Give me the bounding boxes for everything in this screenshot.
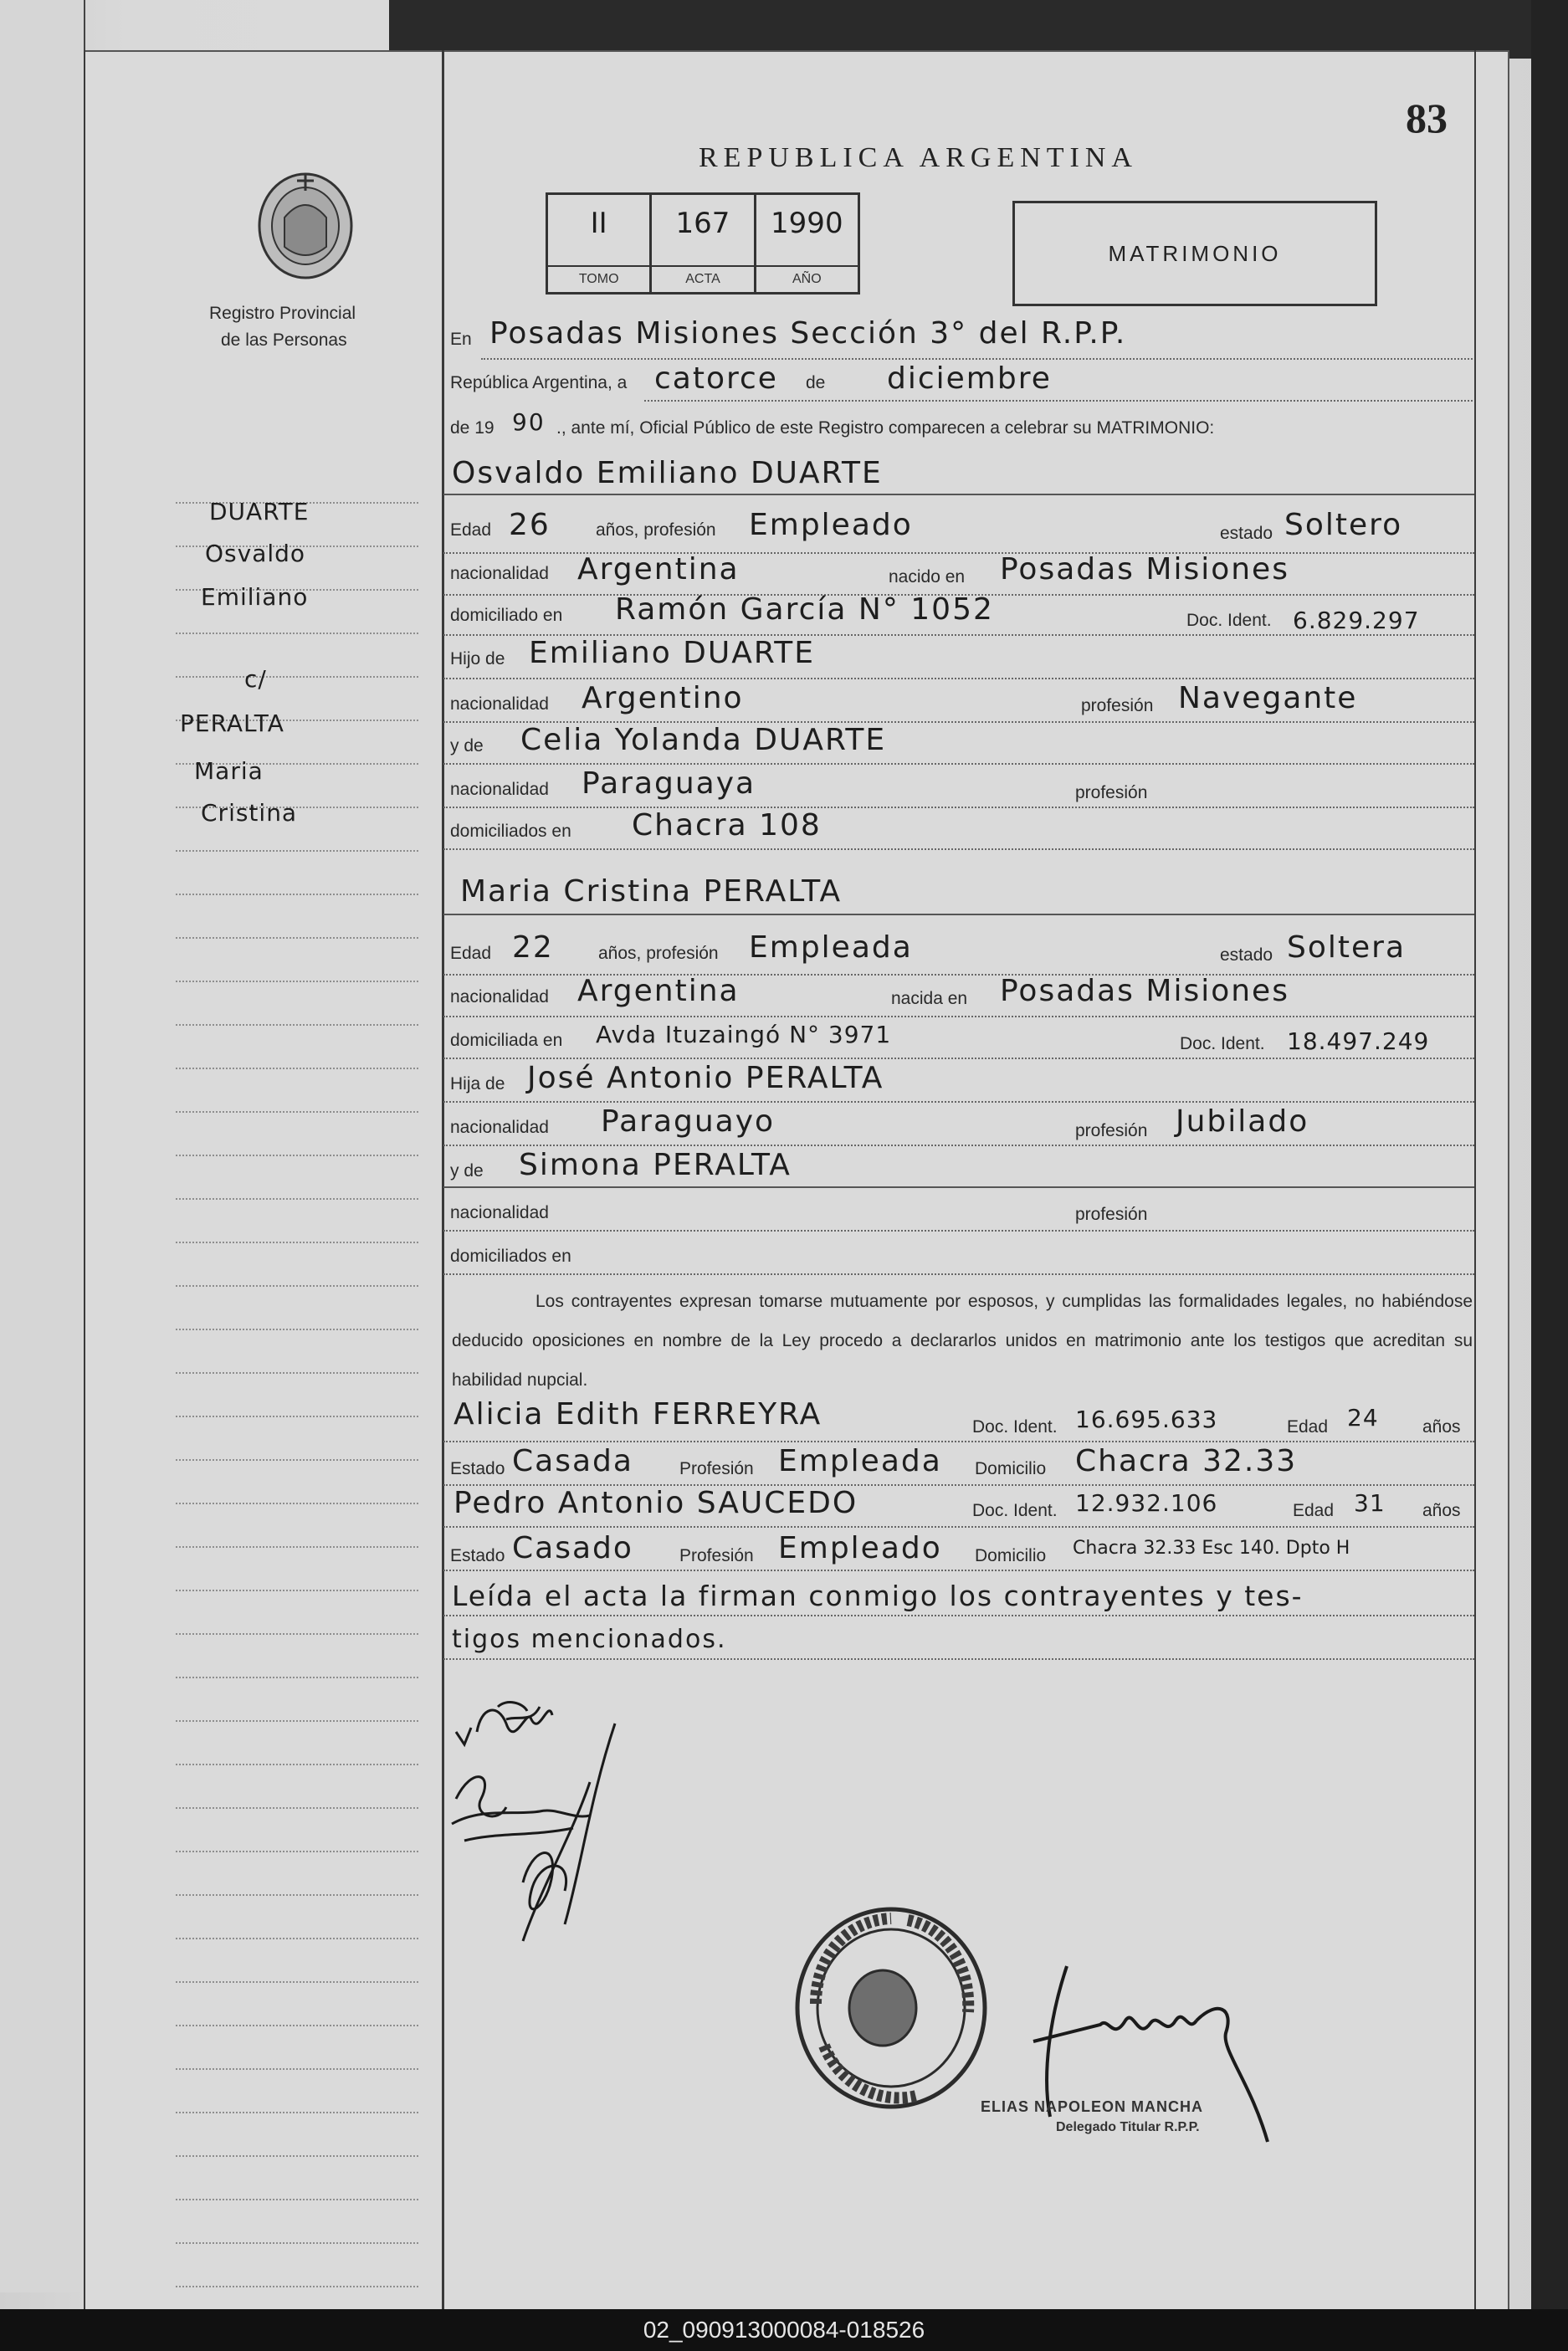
margin-rule xyxy=(176,2155,418,2157)
margin-rule xyxy=(176,1503,418,1504)
witness1-name: Alicia Edith FERREYRA xyxy=(453,1397,822,1432)
bride-mother-prof-label: profesión xyxy=(1075,1205,1148,1224)
groom-doc-value: 6.829.297 xyxy=(1293,607,1420,634)
year-value: 90 xyxy=(512,408,546,436)
groom-estado-label: estado xyxy=(1220,524,1273,543)
bride-father-nac-label: nacionalidad xyxy=(450,1118,549,1137)
witness2-domicilio-value: Chacra 32.33 Esc 140. Dpto H xyxy=(1073,1538,1350,1559)
margin-name-5: PERALTA xyxy=(180,709,284,737)
country-title: REPUBLICA ARGENTINA xyxy=(699,142,1138,173)
bride-father-label: Hija de xyxy=(450,1074,505,1094)
left-margin-rule xyxy=(84,50,85,2309)
groom-father-label: Hijo de xyxy=(450,649,505,668)
acta-label: ACTA xyxy=(652,265,753,292)
bride-profesion-value: Empleada xyxy=(749,930,913,965)
witness1-anos-label: años xyxy=(1422,1417,1461,1437)
bride-edad-label: Edad xyxy=(450,944,492,963)
tomo-label: TOMO xyxy=(548,265,649,292)
groom-father-nac-value: Argentino xyxy=(582,681,744,715)
groom-profesion-value: Empleado xyxy=(749,508,913,542)
page-number: 83 xyxy=(1406,95,1448,141)
rule xyxy=(443,848,1474,850)
rule xyxy=(443,1570,1474,1571)
witness2-doc-value: 12.932.106 xyxy=(1075,1489,1218,1517)
witness2-estado-label: Estado xyxy=(450,1546,505,1565)
acta-value: 167 xyxy=(675,207,730,240)
bride-father-prof-value: Jubilado xyxy=(1176,1104,1309,1139)
officer-title: Delegado Titular R.P.P. xyxy=(1056,2120,1200,2134)
place-value: Posadas Misiones Sección 3° del R.P.P. xyxy=(489,316,1127,351)
margin-rule xyxy=(176,1155,418,1156)
year-prefix: de 19 xyxy=(450,418,494,438)
margin-rule xyxy=(176,1764,418,1765)
groom-edad-value: 26 xyxy=(509,508,551,542)
rule xyxy=(443,914,1474,915)
registry-name-line1: Registro Provincial xyxy=(209,304,356,323)
groom-dom-value: Ramón García N° 1052 xyxy=(615,592,994,627)
witness1-edad-value: 24 xyxy=(1347,1404,1379,1432)
groom-parents-dom-label: domiciliados en xyxy=(450,822,571,841)
rule xyxy=(443,1658,1474,1660)
margin-rule xyxy=(176,1285,418,1287)
margin-rule xyxy=(176,2199,418,2200)
witness1-doc-label: Doc. Ident. xyxy=(972,1417,1058,1437)
rule xyxy=(644,400,1473,402)
bride-nac-label: nacionalidad xyxy=(450,987,549,1006)
margin-rule xyxy=(176,1372,418,1374)
rule xyxy=(443,1273,1474,1275)
margin-name-7: Cristina xyxy=(201,799,298,827)
en-label: En xyxy=(450,330,472,349)
closing-line-1: Leída el acta la firman conmigo los contrayentes y tes- xyxy=(452,1580,1304,1612)
witness2-edad-label: Edad xyxy=(1293,1501,1335,1520)
groom-anos-label: años, profesión xyxy=(596,520,716,540)
bride-anos-label: años, profesión xyxy=(598,944,719,963)
official-stamp xyxy=(791,1903,992,2113)
ano-value: 1990 xyxy=(771,207,843,240)
margin-rule xyxy=(176,1938,418,1939)
margin-rule xyxy=(176,2286,418,2287)
groom-name: Osvaldo Emiliano DUARTE xyxy=(452,456,883,490)
groom-father-nac-label: nacionalidad xyxy=(450,694,549,714)
record-reference-box xyxy=(546,192,860,295)
margin-rule xyxy=(176,1024,418,1026)
rule xyxy=(443,678,1474,679)
groom-nacido-value: Posadas Misiones xyxy=(1000,552,1289,586)
margin-rule xyxy=(176,1590,418,1591)
margin-rule xyxy=(176,2068,418,2070)
bride-mother-label: y de xyxy=(450,1161,484,1181)
margin-rule xyxy=(176,1111,418,1113)
rule xyxy=(443,1145,1474,1146)
groom-father-prof-label: profesión xyxy=(1081,696,1154,715)
bride-nacida-label: nacida en xyxy=(891,989,968,1008)
margin-rule xyxy=(176,1894,418,1896)
rule xyxy=(443,1441,1474,1442)
rule xyxy=(443,1230,1474,1232)
bride-doc-label: Doc. Ident. xyxy=(1180,1034,1265,1053)
groom-nacido-label: nacido en xyxy=(889,567,966,586)
rule xyxy=(443,1058,1474,1059)
footer-code: 02_090913000084-018526 xyxy=(643,2317,925,2343)
witness1-profesion-value: Empleada xyxy=(778,1444,942,1478)
margin-rule xyxy=(176,1242,418,1243)
margin-rule xyxy=(176,1981,418,1983)
margin-rule xyxy=(176,2025,418,2026)
witness1-edad-label: Edad xyxy=(1287,1417,1329,1437)
witness2-profesion-label: Profesión xyxy=(679,1546,754,1565)
tomo-value: II xyxy=(590,207,607,240)
bride-parents-dom-label: domiciliados en xyxy=(450,1247,571,1266)
bride-edad-value: 22 xyxy=(512,930,554,965)
registry-name-line2: de las Personas xyxy=(221,330,347,350)
witness1-doc-value: 16.695.633 xyxy=(1075,1406,1218,1433)
ano-label: AÑO xyxy=(756,265,858,292)
margin-rule xyxy=(176,1720,418,1722)
rule xyxy=(481,358,1473,360)
margin-rule xyxy=(176,1546,418,1548)
bride-nacida-value: Posadas Misiones xyxy=(1000,974,1289,1008)
right-margin-rule xyxy=(1474,50,1476,2309)
margin-name-1: DUARTE xyxy=(209,498,310,525)
margin-rule xyxy=(176,894,418,895)
bride-father-name: José Antonio PERALTA xyxy=(527,1061,884,1095)
margin-rule xyxy=(176,633,418,634)
bride-estado-label: estado xyxy=(1220,945,1273,965)
groom-dom-label: domiciliado en xyxy=(450,606,563,625)
witness2-domicilio-label: Domicilio xyxy=(975,1546,1047,1565)
groom-father-prof-value: Navegante xyxy=(1178,681,1358,715)
groom-mother-prof-label: profesión xyxy=(1075,783,1148,802)
rule xyxy=(443,1615,1474,1616)
margin-name-2: Osvaldo xyxy=(205,540,306,567)
groom-mother-nac-value: Paraguaya xyxy=(582,766,756,801)
rule xyxy=(443,1016,1474,1017)
acta-cell xyxy=(652,195,756,292)
groom-doc-label: Doc. Ident. xyxy=(1186,611,1272,630)
margin-rule xyxy=(176,1198,418,1200)
groom-father-name: Emiliano DUARTE xyxy=(529,636,815,670)
witness1-estado-value: Casada xyxy=(512,1444,633,1478)
bride-doc-value: 18.497.249 xyxy=(1287,1027,1430,1055)
groom-estado-value: Soltero xyxy=(1284,508,1403,542)
witness2-anos-label: años xyxy=(1422,1501,1461,1520)
bride-mother-nac-label: nacionalidad xyxy=(450,1203,549,1222)
witness2-profesion-value: Empleado xyxy=(778,1531,942,1565)
groom-mother-name: Celia Yolanda DUARTE xyxy=(520,723,887,757)
margin-rule xyxy=(176,1068,418,1069)
bride-dom-label: domiciliada en xyxy=(450,1031,563,1050)
rule xyxy=(443,1101,1474,1103)
groom-nac-label: nacionalidad xyxy=(450,564,549,583)
margin-rule xyxy=(176,2242,418,2244)
witness1-estado-label: Estado xyxy=(450,1459,505,1478)
ano-cell xyxy=(756,195,858,292)
previous-page-edge xyxy=(0,0,85,2292)
groom-mother-label: y de xyxy=(450,736,484,755)
bride-dom-value: Avda Ituzaingó N° 3971 xyxy=(596,1021,892,1048)
record-type: MATRIMONIO xyxy=(1108,240,1282,266)
rule xyxy=(443,807,1474,808)
coat-of-arms xyxy=(251,167,360,284)
margin-rule xyxy=(176,850,418,852)
witness2-edad-value: 31 xyxy=(1354,1489,1386,1517)
margin-rule xyxy=(176,937,418,939)
declaration-paragraph: Los contrayentes expresan tomarse mutuamente por esposos, y cumplidas las formalidades legales, no habiéndose deducido oposiciones en nombre de la Ley procedo a declararlos unidos en matrimonio ante los testigos que acreditan su habilidad nupcial. xyxy=(452,1292,1473,1390)
margin-rule xyxy=(176,1677,418,1678)
closing-line-2: tigos mencionados. xyxy=(452,1625,727,1654)
margin-rule xyxy=(176,1807,418,1809)
officer-name: ELIAS NAPOLEON MANCHA xyxy=(981,2098,1204,2115)
bride-name: Maria Cristina PERALTA xyxy=(460,874,843,909)
groom-parents-dom-value: Chacra 108 xyxy=(632,808,822,843)
margin-rule xyxy=(176,981,418,982)
de-label: de xyxy=(806,373,826,392)
rule xyxy=(443,1186,1474,1188)
groom-edad-label: Edad xyxy=(450,520,492,540)
witness2-estado-value: Casado xyxy=(512,1531,633,1565)
signatures xyxy=(448,1673,724,1949)
background-right xyxy=(1531,0,1568,2309)
margin-rule xyxy=(176,1851,418,1852)
margin-rule xyxy=(176,1329,418,1330)
margin-rule xyxy=(176,1633,418,1635)
bride-mother-name: Simona PERALTA xyxy=(519,1148,792,1182)
bride-nac-value: Argentina xyxy=(577,974,740,1008)
bride-father-prof-label: profesión xyxy=(1075,1121,1148,1140)
groom-nac-value: Argentina xyxy=(577,552,740,586)
month-value: diciembre xyxy=(887,361,1052,396)
witness2-name: Pedro Antonio SAUCEDO xyxy=(453,1486,858,1520)
column-divider xyxy=(442,50,444,2309)
margin-rule xyxy=(176,1416,418,1417)
margin-name-3: Emiliano xyxy=(201,583,309,611)
day-value: catorce xyxy=(654,361,778,396)
tomo-cell xyxy=(548,195,652,292)
witness1-domicilio-label: Domicilio xyxy=(975,1459,1047,1478)
margin-rule xyxy=(176,2112,418,2113)
groom-mother-nac-label: nacionalidad xyxy=(450,780,549,799)
witness1-profesion-label: Profesión xyxy=(679,1459,754,1478)
rule xyxy=(443,1526,1474,1528)
margin-name-4: c/ xyxy=(244,665,267,693)
margin-name-6: Maria xyxy=(194,757,264,785)
witness1-domicilio-value: Chacra 32.33 xyxy=(1075,1444,1298,1478)
bride-estado-value: Soltera xyxy=(1287,930,1407,965)
witness2-doc-label: Doc. Ident. xyxy=(972,1501,1058,1520)
republica-label: República Argentina, a xyxy=(450,373,628,392)
record-type-box xyxy=(1012,201,1377,306)
margin-rule xyxy=(176,676,418,678)
bride-father-nac-value: Paraguayo xyxy=(601,1104,776,1139)
margin-rule xyxy=(176,1459,418,1461)
rule xyxy=(443,494,1474,495)
rule xyxy=(443,763,1474,765)
comparecen-text: ., ante mí, Oficial Público de este Registro comparecen a celebrar su MATRIMONIO: xyxy=(556,418,1215,438)
